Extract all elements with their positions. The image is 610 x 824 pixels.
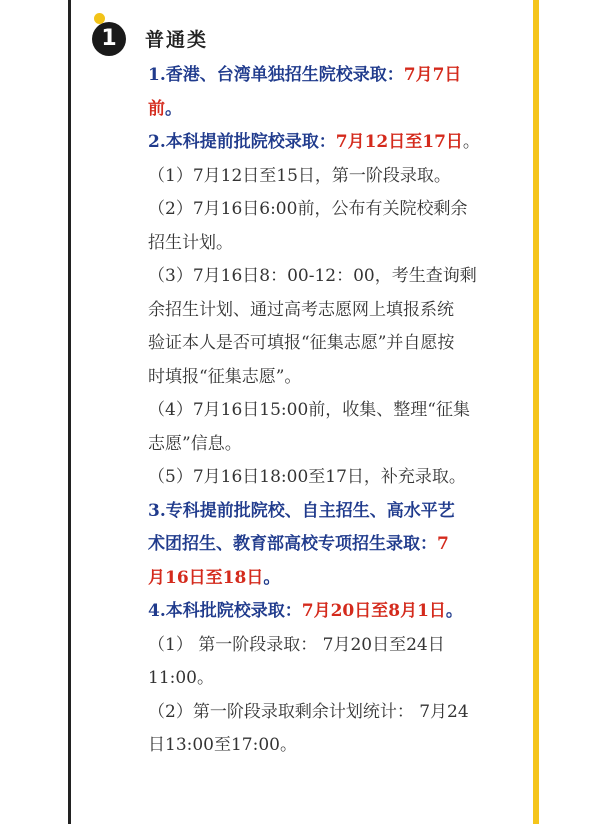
item-2-sub-7: 时填报“征集志愿”。 — [148, 366, 302, 387]
item-3-line-2 — [148, 528, 520, 562]
item-4-sub-4: 日13:00至17:00。 — [148, 735, 297, 755]
item-4-title: 4.本科批院校录取： — [148, 601, 302, 621]
item-2-sub-3: 招生计划。 — [148, 232, 233, 253]
item-1-title: 1.香港、台湾单独招生院校录取： — [148, 65, 404, 85]
item-2-sub-6: 验证本人是否可填报“征集志愿”并自愿按 — [148, 333, 455, 353]
item-4-line-1 — [148, 595, 520, 629]
right-accent-border — [533, 0, 539, 824]
item-4-end: 。 — [445, 601, 463, 621]
section-number-badge: 1 — [92, 22, 126, 56]
item-1-date-part2: 前 — [148, 98, 165, 119]
item-1-line-1 — [148, 59, 520, 93]
item-3-title-line1: 3.专科提前批院校、自主招生、高水平艺 — [148, 500, 455, 521]
item-1-date-part1: 7月7日 — [403, 65, 462, 85]
item-4-date: 7月20日至8月1日 — [301, 601, 446, 621]
item-2-sub-8: （4）7月16日15:00前，收集、整理“征集 — [148, 400, 470, 420]
item-2-line-1 — [148, 126, 520, 160]
section-title: 普通类 — [145, 29, 209, 51]
item-4-sub-2: 11:00。 — [148, 668, 214, 688]
item-3-title-line2: 术团招生、教育部高校专项招生录取： — [148, 534, 437, 554]
item-2-sub-5: 余招生计划、通过高考志愿网上填报系统 — [148, 299, 454, 320]
item-3-date-part1: 7 — [437, 534, 449, 554]
item-2-end: 。 — [462, 132, 480, 152]
item-3-line-1 — [148, 495, 520, 529]
item-4-sub-3: （2）第一阶段录取剩余计划统计： 7月24 — [148, 701, 469, 722]
item-2-sub-2: （2）7月16日6:00前，公布有关院校剩余 — [148, 199, 468, 219]
item-3-date-part2: 月16日至18日 — [148, 567, 264, 588]
item-2-sub-9: 志愿”信息。 — [148, 433, 242, 454]
item-2-sub-1: （1）7月12日至15日，第一阶段录取。 — [148, 165, 451, 186]
item-2-sub-4: （3）7月16日8：00-12：00，考生查询剩 — [148, 266, 477, 286]
item-2-date: 7月12日至17日 — [335, 132, 463, 152]
item-1-line-2 — [148, 93, 520, 127]
left-border — [68, 0, 71, 824]
article-content — [148, 59, 520, 763]
item-1-end: 。 — [165, 98, 182, 119]
item-3-end: 。 — [263, 567, 281, 588]
item-3-line-3 — [148, 562, 520, 596]
item-2-title: 2.本科提前批院校录取： — [148, 132, 336, 152]
item-2-sub-10: （5）7月16日18:00至17日，补充录取。 — [148, 467, 466, 487]
item-4-sub-1: （1） 第一阶段录取： 7月20日至24日 — [148, 634, 445, 655]
